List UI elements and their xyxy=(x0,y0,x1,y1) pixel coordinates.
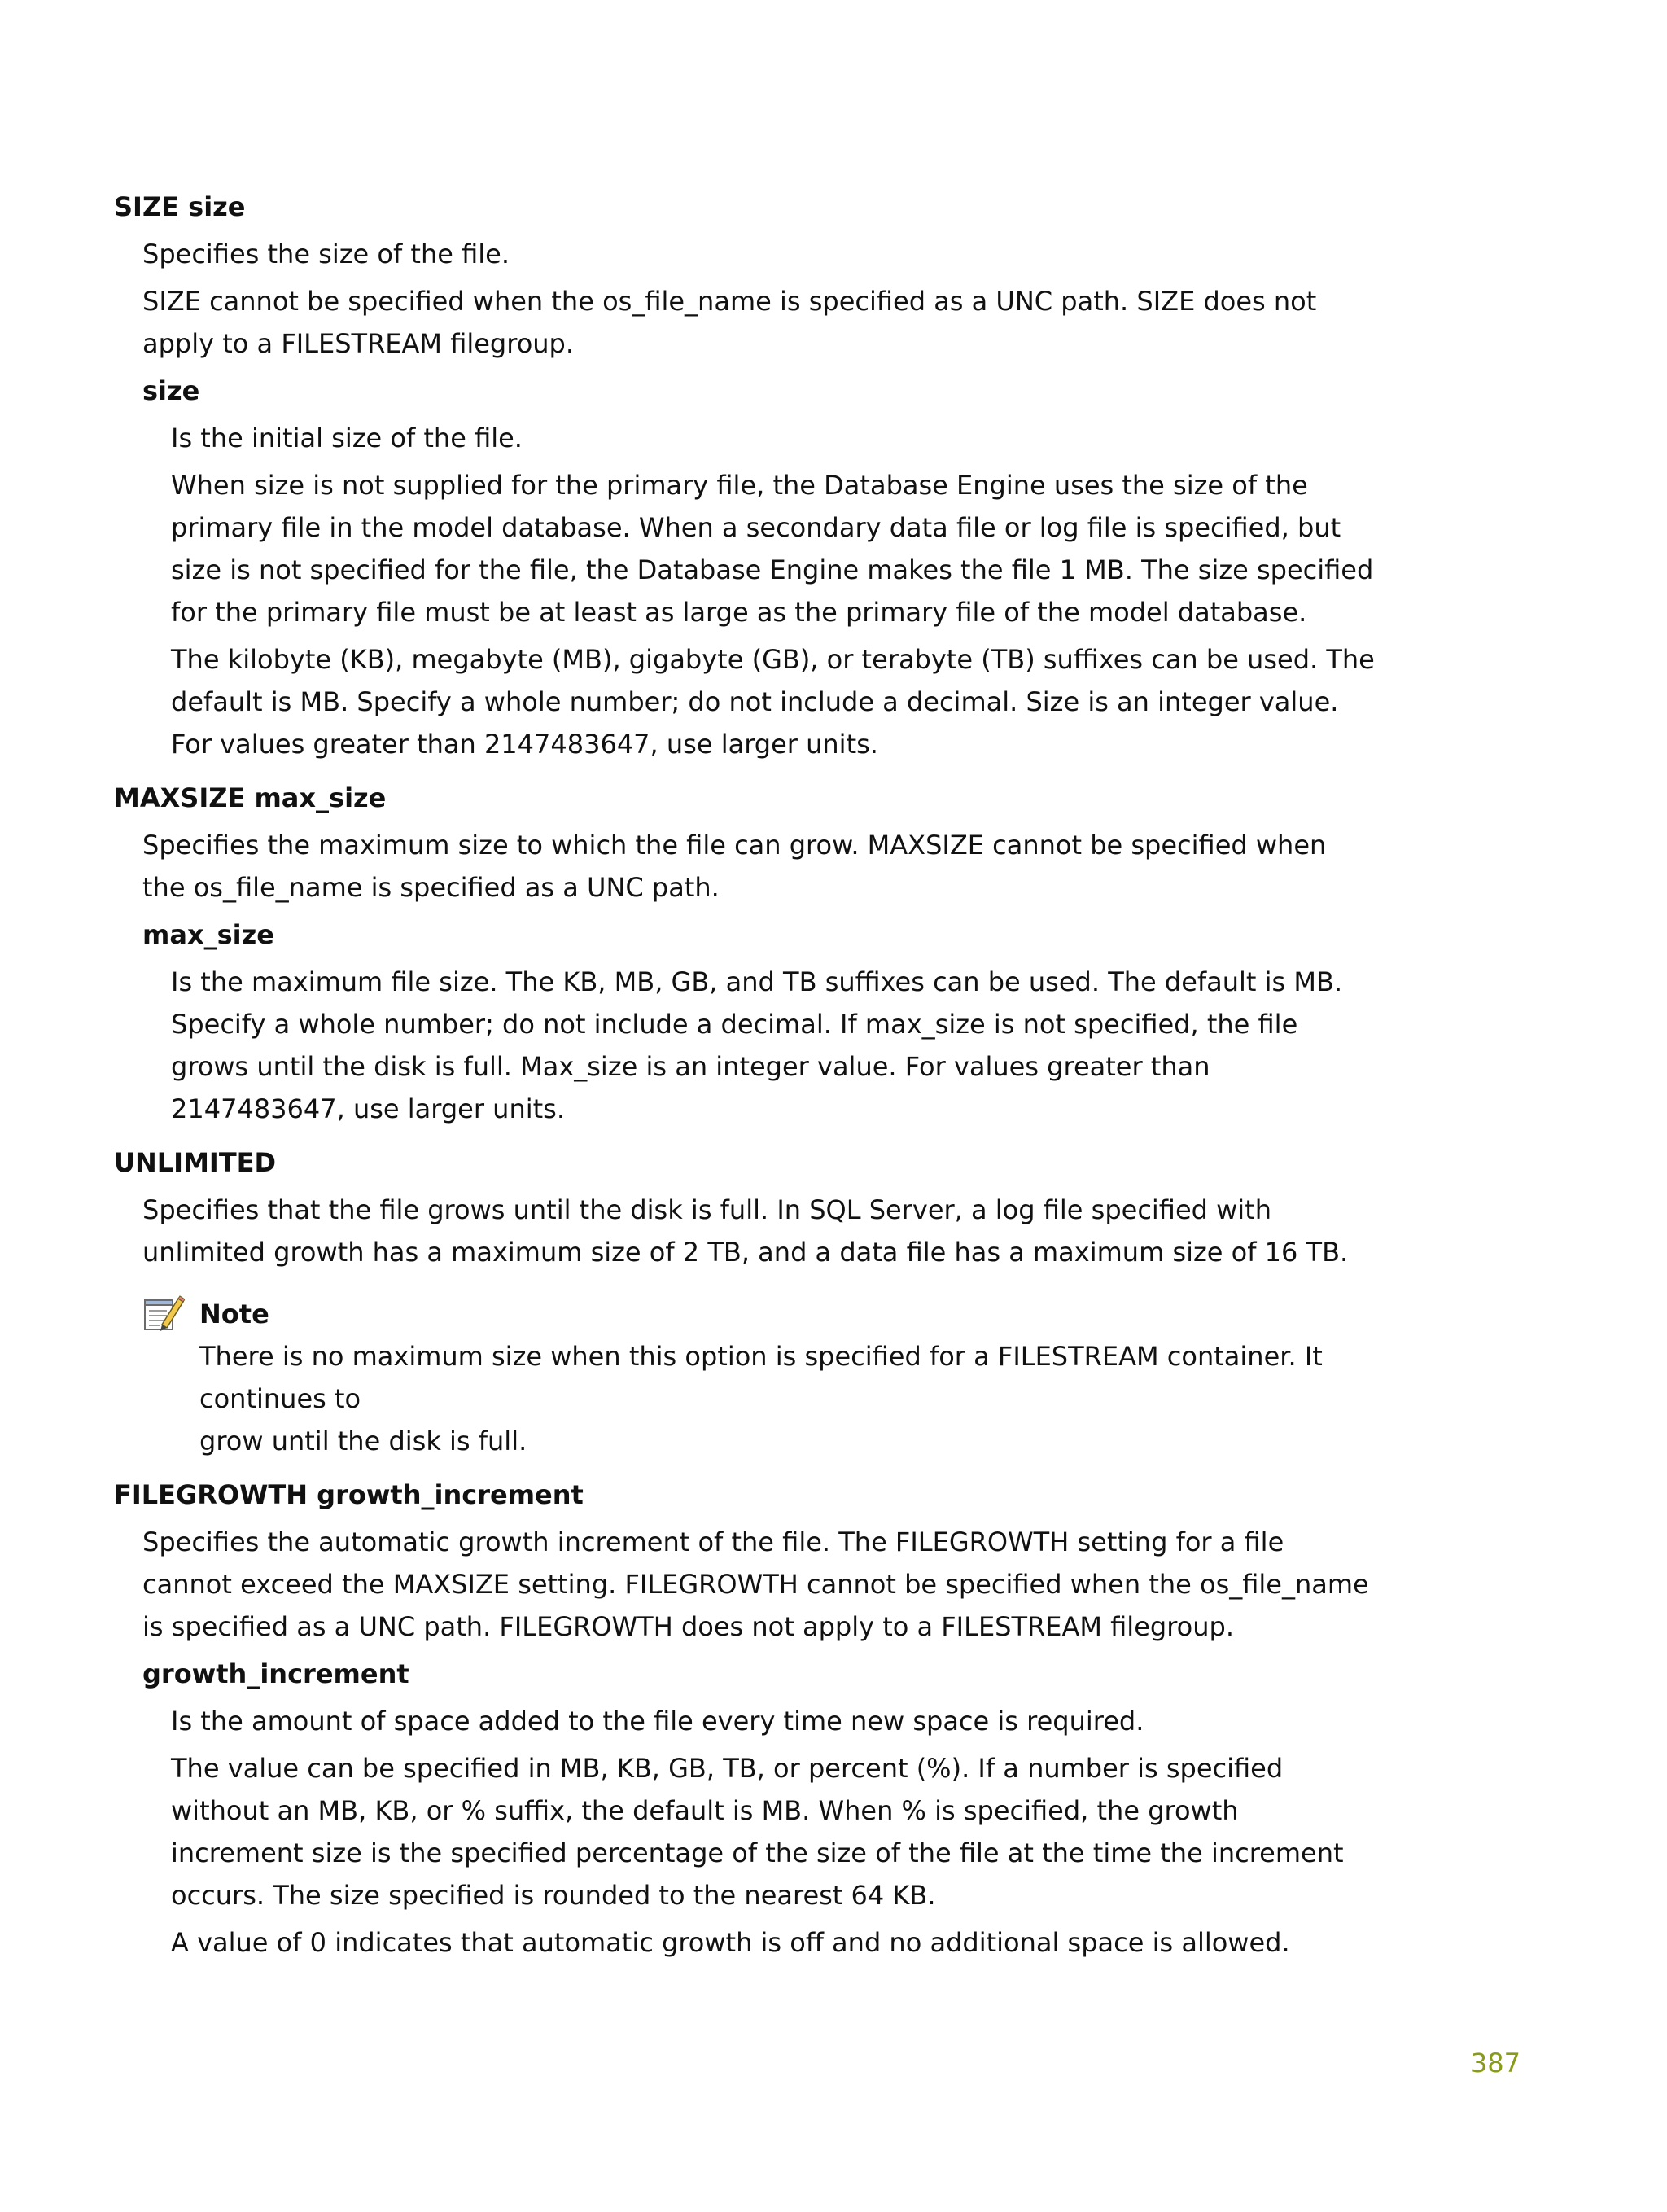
section-heading: FILEGROWTH growth_increment xyxy=(114,1479,584,1510)
section-heading: SIZE size xyxy=(114,191,246,222)
section-heading: MAXSIZE max_size xyxy=(114,782,387,813)
section-filegrowth xyxy=(114,1474,1433,1964)
paragraph: Specifies the maximum size to which the file can grow. MAXSIZE cannot be specified when the os_file_name is specified as a UNC path. xyxy=(142,830,1327,903)
sub-paragraph: The kilobyte (KB), megabyte (MB), gigabyte (GB), or terabyte (TB) suffixes can be used. The default is MB. Specify a whole number; do not include a decimal. Size is an integer value. For values greater than 2147483647, use larger units. xyxy=(171,644,1375,760)
page-number: 387 xyxy=(1470,2048,1520,2078)
section-heading: UNLIMITED xyxy=(114,1147,277,1178)
sub-heading: max_size xyxy=(142,919,274,950)
paragraph: Specifies the automatic growth increment of the file. The FILEGROWTH setting for a file cannot exceed the MAXSIZE setting. FILEGROWTH cannot be specified when the os_file_name is specified as a UNC path. FILEGROWTH does not apply to a FILESTREAM filegroup. xyxy=(142,1526,1369,1642)
section-maxsize xyxy=(114,777,1433,1130)
sub-heading: growth_increment xyxy=(142,1658,409,1689)
sub-paragraph: Is the maximum file size. The KB, MB, GB, and TB suffixes can be used. The default is MB. Specify a whole number; do not include a decimal. If max_size is not specified, the file grows until the disk is full. Max_size is an integer value. For values greater than 2147483647, use larger units. xyxy=(171,966,1343,1124)
paragraph: SIZE cannot be specified when the os_file_name is specified as a UNC path. SIZE does not apply to a FILESTREAM filegroup. xyxy=(142,286,1317,359)
sub-paragraph: Is the amount of space added to the file every time new space is required. xyxy=(171,1706,1144,1737)
sub-heading: size xyxy=(142,375,200,406)
sub-paragraph: When size is not supplied for the primary file, the Database Engine uses the size of the primary file in the model database. When a secondary data file or log file is specified, but size is not specified for the file, the Database Engine makes the file 1 MB. The size specified for the primary file must be at least as large as the primary file of the model database. xyxy=(171,470,1374,628)
note-pencil-icon xyxy=(142,1295,185,1333)
note-header xyxy=(142,1293,1433,1335)
sub-paragraph: The value can be specified in MB, KB, GB, TB, or percent (%). If a number is specified without an MB, KB, or % suffix, the default is MB. When % is specified, the growth increment size is the specified percentage of the size of the file at the time the increment occurs. The size specified is rounded to the nearest 64 KB. xyxy=(171,1753,1344,1911)
note-callout xyxy=(142,1293,1433,1462)
sub-paragraph: Is the initial size of the file. xyxy=(171,423,523,453)
paragraph: Specifies the size of the file. xyxy=(142,239,510,269)
note-text: There is no maximum size when this option is specified for a FILESTREAM container. It continues to grow until the disk is full. xyxy=(199,1341,1323,1456)
section-unlimited xyxy=(114,1141,1433,1462)
note-title: Note xyxy=(199,1299,269,1329)
paragraph: Specifies that the file grows until the disk is full. In SQL Server, a log file specified with unlimited growth has a maximum size of 2 TB, and a data file has a maximum size of 16 TB. xyxy=(142,1194,1349,1268)
sub-paragraph: A value of 0 indicates that automatic growth is off and no additional space is allowed. xyxy=(171,1927,1290,1958)
section-size xyxy=(114,186,1433,765)
document-body xyxy=(114,186,1433,1975)
